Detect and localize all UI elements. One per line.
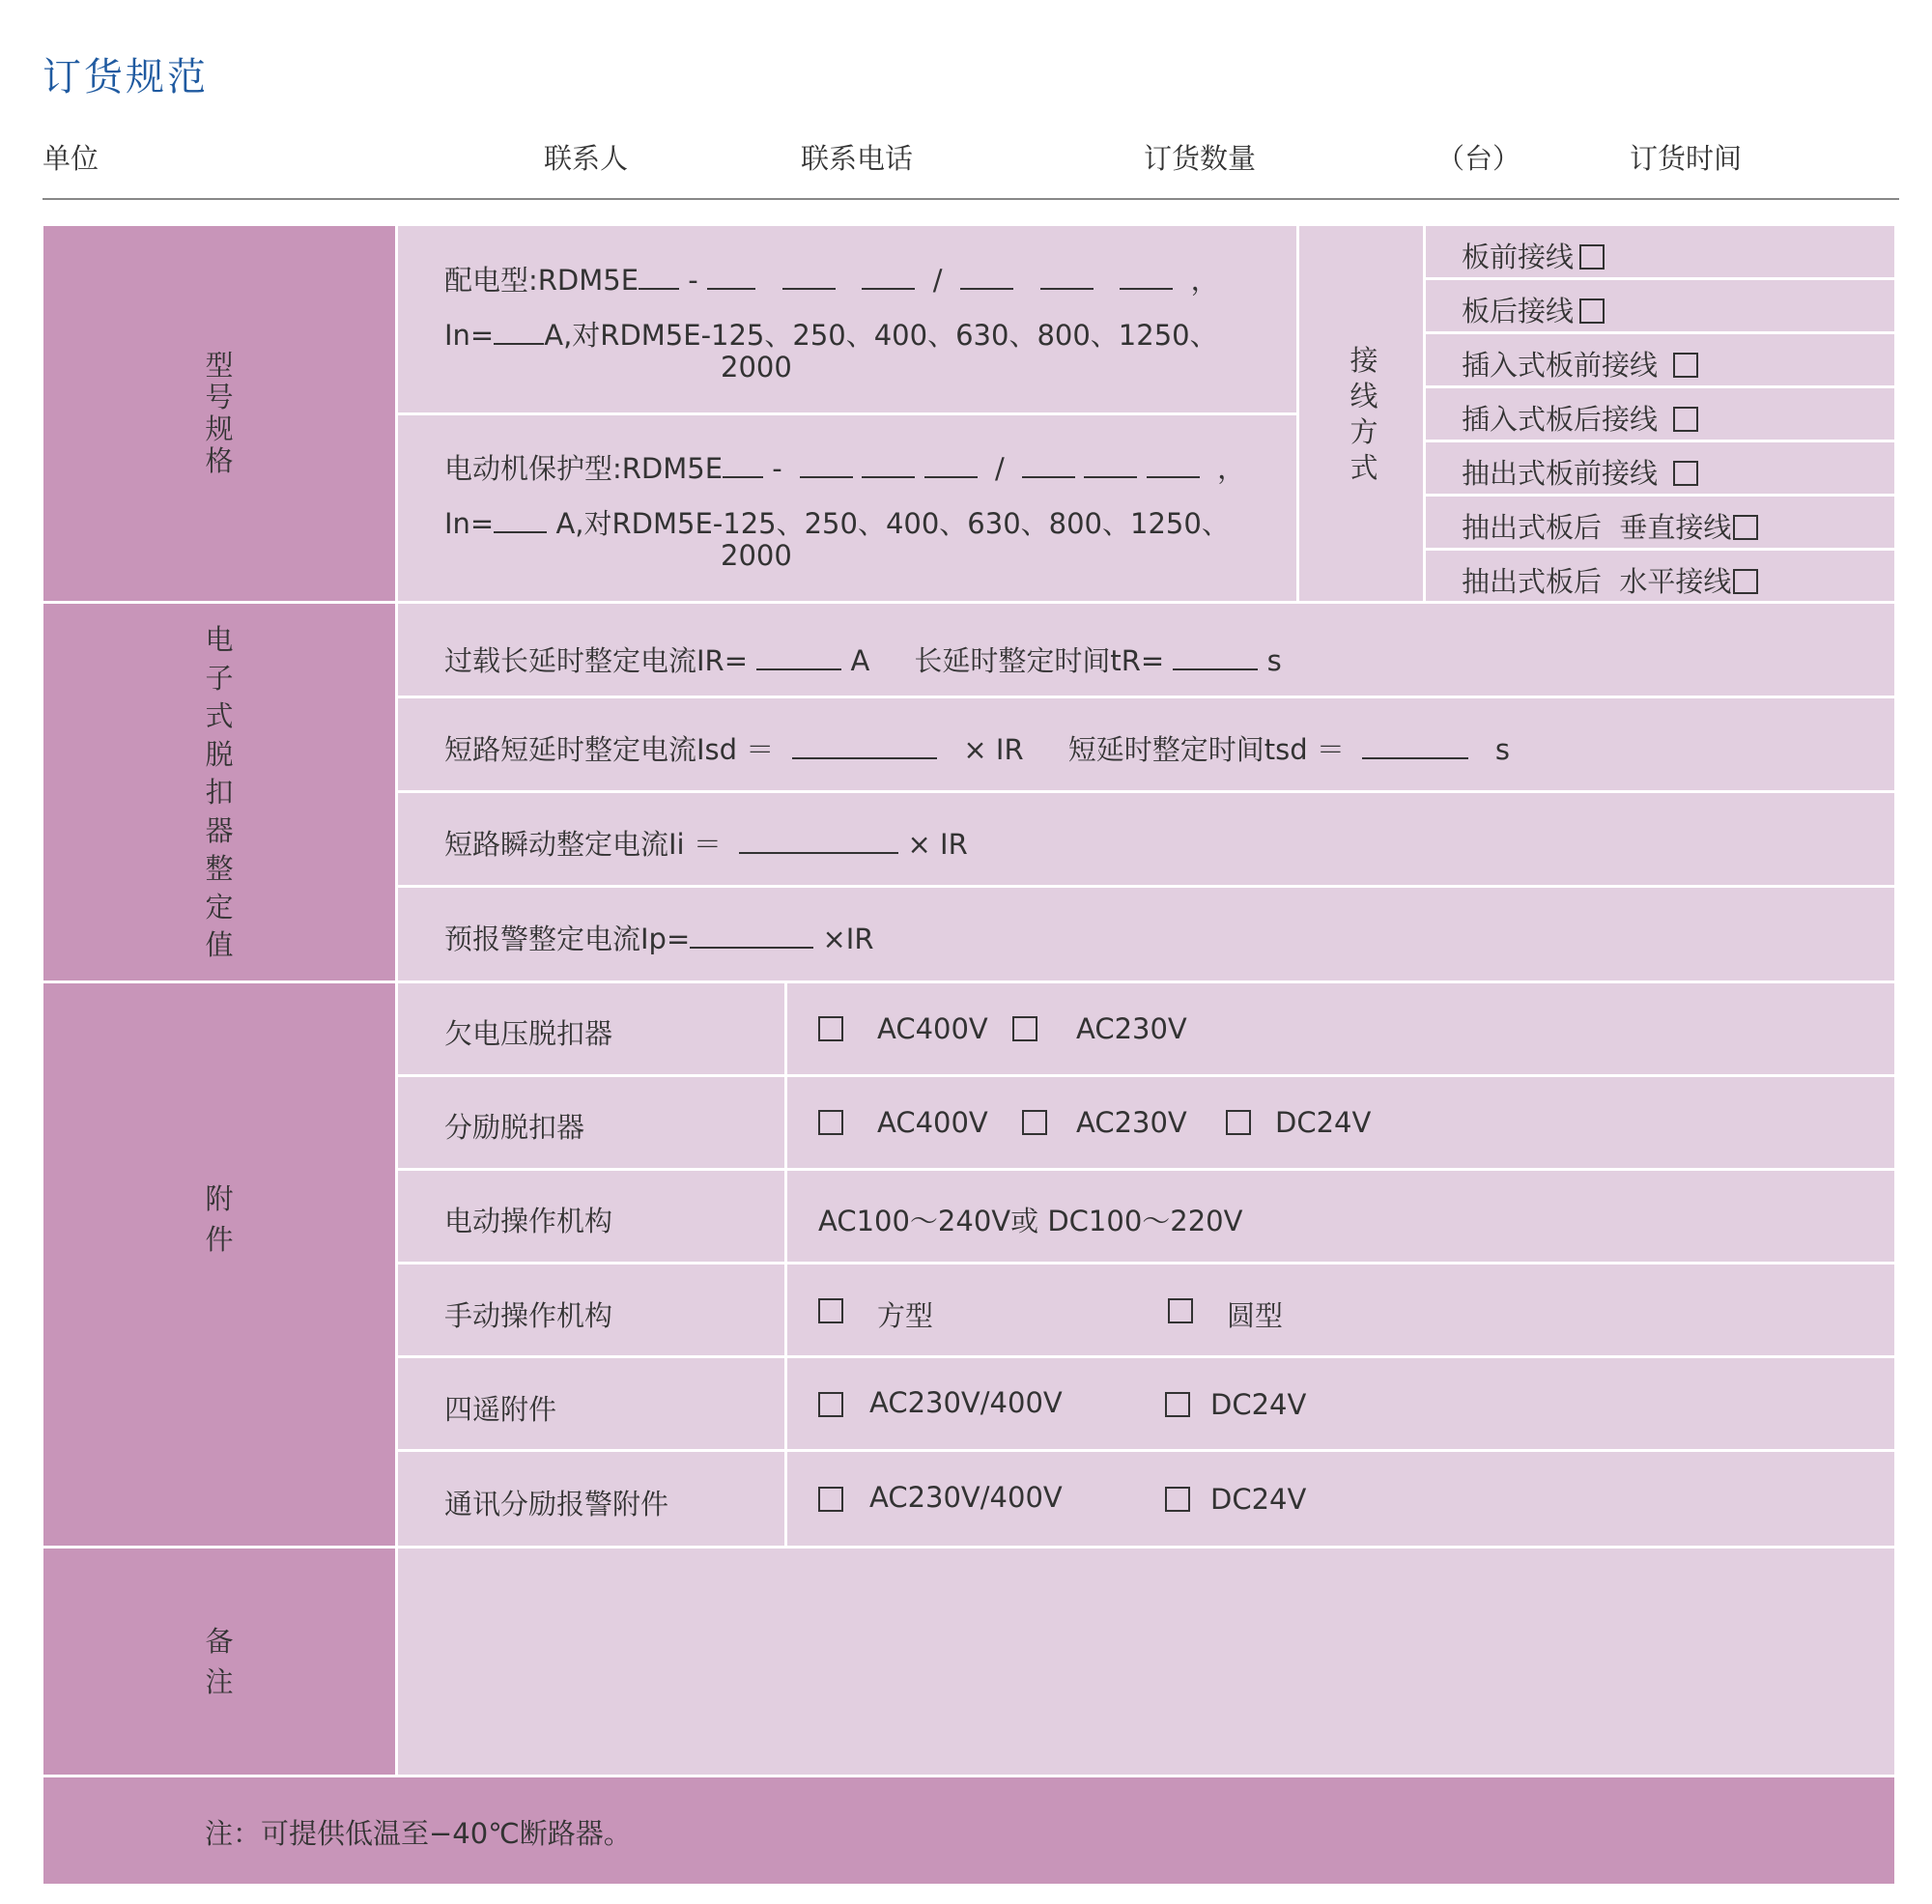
accessory-checkbox[interactable] — [1012, 1016, 1037, 1041]
model-blank[interactable] — [862, 448, 915, 478]
distribution-last-value: 2000 — [721, 351, 792, 384]
model-blank[interactable] — [1120, 260, 1173, 290]
in-options: A,对RDM5E-125、250、400、630、800、1250、 — [544, 319, 1218, 352]
wiring-option-label: 抽出式板前接线 — [1462, 457, 1659, 490]
distribution-prefix: 配电型:RDM5E — [444, 264, 639, 297]
wiring-checkbox[interactable] — [1579, 298, 1605, 324]
header-divider — [43, 198, 1899, 200]
ii-unit: × IR — [907, 828, 968, 861]
model-blank[interactable] — [862, 260, 915, 290]
model-blank[interactable] — [1040, 260, 1094, 290]
wiring-option-label: 板前接线 — [1462, 241, 1575, 273]
accessory-checkbox[interactable] — [1165, 1392, 1190, 1417]
trip-section-label: 电子式脱扣器整定值 — [205, 623, 234, 961]
model-blank[interactable] — [723, 448, 763, 478]
ii-blank[interactable] — [739, 824, 898, 854]
accessory-option: DC24V — [1210, 1388, 1307, 1421]
quantity-label: 订货数量 — [1144, 142, 1257, 175]
tsd-blank[interactable] — [1362, 729, 1468, 759]
in-label: In= — [444, 507, 495, 540]
accessory-checkbox[interactable] — [1168, 1298, 1193, 1323]
order-time-label: 订货时间 — [1630, 142, 1743, 175]
model-section-label: 型号规格 — [205, 349, 234, 477]
model-blank[interactable] — [782, 260, 836, 290]
motor-last-value: 2000 — [721, 539, 792, 572]
in-options: A,对RDM5E-125、250、400、630、800、1250、 — [555, 507, 1230, 540]
ir-blank[interactable] — [756, 640, 841, 670]
isd-label: 短路短延时整定电流Isd ＝ — [444, 733, 775, 766]
accessory-name: 手动操作机构 — [444, 1299, 613, 1332]
ir-label: 过载长延时整定电流IR= — [444, 644, 749, 677]
tr-unit: s — [1266, 644, 1282, 677]
isd-blank[interactable] — [792, 729, 937, 759]
in-blank[interactable] — [494, 503, 547, 533]
accessory-checkbox[interactable] — [818, 1487, 843, 1512]
trip-row-1 — [444, 639, 1282, 679]
wiring-option — [1462, 452, 1698, 492]
tr-label: 长延时整定时间tR= — [914, 644, 1165, 677]
accessory-name: 四遥附件 — [444, 1393, 557, 1426]
trip-row-3 — [444, 823, 968, 863]
wiring-checkbox[interactable] — [1579, 244, 1605, 270]
model-blank[interactable] — [1147, 448, 1200, 478]
accessory-option: 圆型 — [1227, 1299, 1284, 1332]
contact-label: 联系人 — [544, 142, 629, 175]
accessory-checkbox[interactable] — [818, 1016, 843, 1041]
remark-input-area[interactable] — [398, 1549, 1894, 1775]
accessory-option: DC24V — [1210, 1483, 1307, 1516]
motor-prefix: 电动机保护型:RDM5E — [444, 452, 724, 485]
wiring-option — [1462, 398, 1698, 438]
ip-blank[interactable] — [690, 919, 813, 949]
accessory-checkbox[interactable] — [1165, 1487, 1190, 1512]
wiring-option-label: 插入式板后接线 — [1462, 403, 1659, 436]
accessory-option: AC230V/400V — [869, 1386, 1063, 1419]
accessory-option: AC230V — [1076, 1012, 1187, 1045]
tsd-label: 短延时整定时间tsd ＝ — [1067, 733, 1345, 766]
accessory-name: 电动操作机构 — [444, 1205, 613, 1237]
accessory-option: DC24V — [1275, 1106, 1372, 1139]
motor-model-line: 电动机保护型:RDM5E - / ， — [444, 447, 1245, 487]
ir-unit: A — [850, 644, 870, 677]
footnote: 注：可提供低温至−40℃断路器。 — [205, 1817, 632, 1850]
remark-section-label: 备注 — [205, 1625, 234, 1698]
accessory-section-label: 附件 — [205, 1182, 234, 1256]
wiring-option — [1462, 236, 1605, 275]
ii-label: 短路瞬动整定电流Ii ＝ — [444, 828, 722, 861]
page-title: 订货规范 — [43, 55, 209, 99]
model-blank[interactable] — [924, 448, 978, 478]
accessory-name: 分励脱扣器 — [444, 1111, 585, 1144]
accessory-option: 方型 — [877, 1299, 934, 1332]
model-blank[interactable] — [800, 448, 853, 478]
accessory-option: AC400V — [877, 1106, 988, 1139]
wiring-checkbox[interactable] — [1673, 407, 1698, 432]
wiring-option — [1462, 560, 1758, 600]
ip-unit: ×IR — [822, 923, 874, 955]
wiring-option-label: 插入式板前接线 — [1462, 349, 1659, 382]
accessory-name: 通讯分励报警附件 — [444, 1488, 669, 1520]
accessory-name: 欠电压脱扣器 — [444, 1017, 613, 1050]
wiring-section-label: 接线方式 — [1350, 344, 1378, 484]
in-label: In= — [444, 319, 495, 352]
model-blank[interactable] — [707, 260, 755, 290]
accessory-checkbox[interactable] — [818, 1110, 843, 1135]
wiring-option-label: 板后接线 — [1462, 295, 1575, 327]
accessory-option-bg — [787, 1265, 1894, 1355]
wiring-checkbox[interactable] — [1673, 353, 1698, 378]
wiring-option-label: 抽出式板后 水平接线 — [1462, 565, 1732, 598]
accessory-checkbox[interactable] — [1226, 1110, 1251, 1135]
trip-row-2 — [444, 728, 1510, 768]
accessory-checkbox[interactable] — [818, 1392, 843, 1417]
phone-label: 联系电话 — [801, 142, 914, 175]
model-blank[interactable] — [1022, 448, 1075, 478]
accessory-checkbox[interactable] — [1022, 1110, 1047, 1135]
accessory-value: AC100～240V或 DC100～220V — [818, 1205, 1243, 1237]
wiring-option-label: 抽出式板后 垂直接线 — [1462, 511, 1732, 544]
wiring-option — [1462, 344, 1698, 384]
wiring-checkbox[interactable] — [1733, 515, 1758, 540]
wiring-option — [1462, 290, 1605, 329]
wiring-option — [1462, 506, 1758, 546]
ip-label: 预报警整定电流Ip= — [444, 923, 691, 955]
in-blank[interactable] — [494, 315, 544, 345]
isd-unit: × IR — [963, 733, 1024, 766]
model-blank[interactable] — [639, 260, 679, 290]
accessory-section-label-cell — [43, 983, 395, 1546]
distribution-in-line — [444, 314, 1218, 354]
tsd-unit: s — [1494, 733, 1511, 766]
wiring-checkbox[interactable] — [1733, 569, 1758, 594]
wiring-checkbox[interactable] — [1673, 461, 1698, 486]
accessory-checkbox[interactable] — [818, 1298, 843, 1323]
accessory-option: AC400V — [877, 1012, 988, 1045]
tr-blank[interactable] — [1173, 640, 1258, 670]
trip-row-4 — [444, 918, 874, 957]
accessory-option: AC230V — [1076, 1106, 1187, 1139]
accessory-option: AC230V/400V — [869, 1481, 1063, 1514]
distribution-model-line: 配电型:RDM5E - / ， — [444, 259, 1219, 298]
model-blank[interactable] — [960, 260, 1013, 290]
quantity-unit-label: （台） — [1436, 142, 1521, 175]
model-blank[interactable] — [1084, 448, 1137, 478]
motor-in-line — [444, 502, 1230, 542]
unit-label: 单位 — [43, 142, 99, 175]
